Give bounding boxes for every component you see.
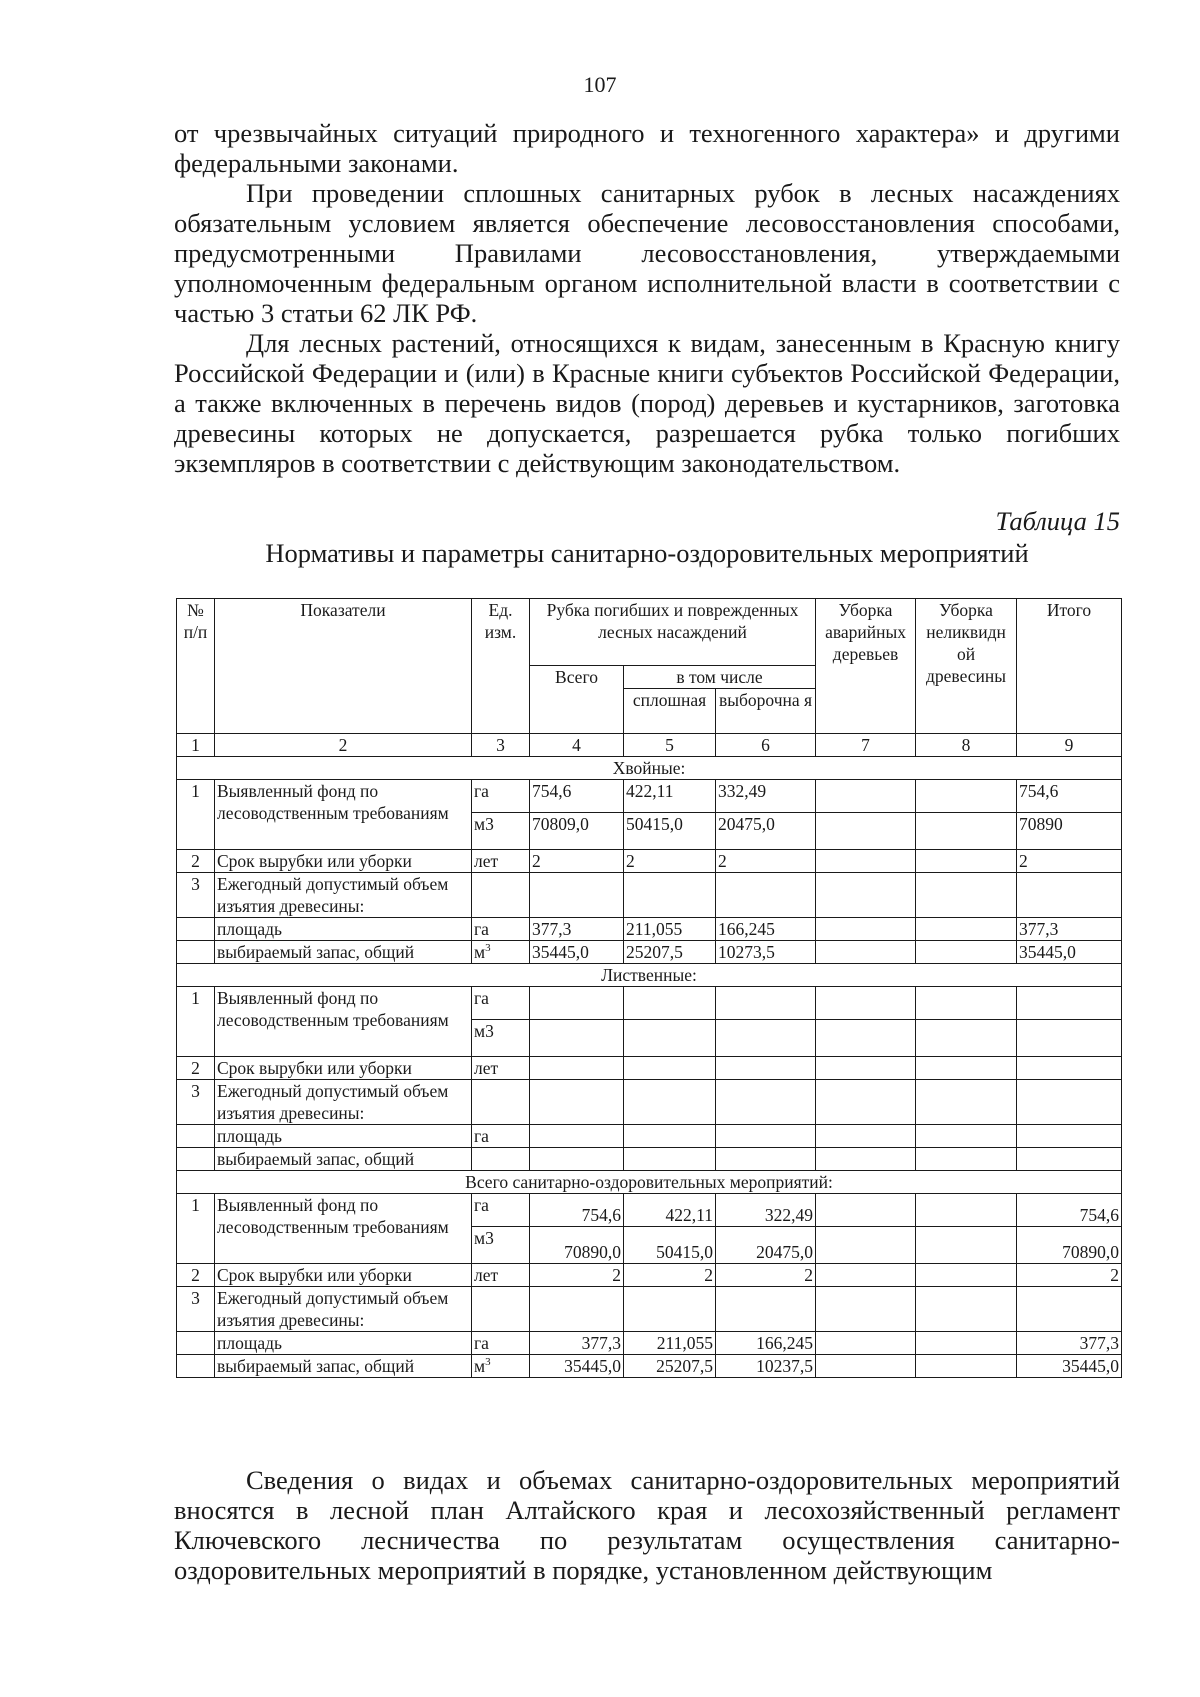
row-number: 2 bbox=[177, 1264, 215, 1287]
col-number: 2 bbox=[215, 734, 472, 757]
value-cell: 25207,5 bbox=[624, 1355, 716, 1378]
unit-cell: га bbox=[472, 987, 530, 1020]
value-cell: 35445,0 bbox=[1017, 941, 1122, 964]
value-cell bbox=[1017, 1020, 1122, 1057]
col-number: 4 bbox=[530, 734, 624, 757]
value-cell: 35445,0 bbox=[1017, 1355, 1122, 1378]
value-cell bbox=[816, 1227, 916, 1264]
value-cell: 2 bbox=[624, 1264, 716, 1287]
value-cell bbox=[916, 1194, 1017, 1227]
section-title-row bbox=[177, 964, 1122, 987]
value-cell bbox=[916, 1355, 1017, 1378]
value-cell bbox=[816, 1020, 916, 1057]
table-title: Нормативы и параметры санитарно-оздоровительных мероприятий bbox=[265, 538, 1029, 568]
value-cell: 211,055 bbox=[624, 1332, 716, 1355]
value-cell bbox=[816, 1264, 916, 1287]
section-title-row bbox=[177, 757, 1122, 780]
unit-m-text: м bbox=[474, 1356, 486, 1376]
value-cell bbox=[916, 918, 1017, 941]
table-row bbox=[177, 1148, 1122, 1171]
value-cell: 35445,0 bbox=[530, 941, 624, 964]
value-cell: 2 bbox=[1017, 1264, 1122, 1287]
value-cell bbox=[624, 873, 716, 918]
value-cell bbox=[624, 1057, 716, 1080]
table-row bbox=[177, 918, 1122, 941]
value-cell bbox=[916, 1287, 1017, 1332]
value-cell bbox=[530, 1148, 624, 1171]
unit-cell: м3 bbox=[472, 1020, 530, 1057]
unit-cell: га bbox=[472, 918, 530, 941]
table-row bbox=[177, 1125, 1122, 1148]
header-illiquid: Уборка неликвидн ой древесины bbox=[916, 599, 1017, 734]
value-cell: 50415,0 bbox=[624, 1227, 716, 1264]
value-cell bbox=[916, 987, 1017, 1020]
row-number bbox=[177, 1125, 215, 1148]
table-row bbox=[177, 987, 1122, 1020]
col-number: 8 bbox=[916, 734, 1017, 757]
intro-paragraph-2: При проведении сплошных санитарных рубок в лесных насаждениях обязательным условием является обеспечение лесовосстановления способами, предусмотренными Правилами лесовосстановления, утверждаемыми уполномоченным федеральным органом исполнительной власти в соответствии с частью 3 статьи 62 ЛК РФ. bbox=[174, 178, 1120, 328]
value-cell: 70890,0 bbox=[530, 1227, 624, 1264]
row-number bbox=[177, 941, 215, 964]
value-cell bbox=[916, 850, 1017, 873]
value-cell: 20475,0 bbox=[716, 1227, 816, 1264]
value-cell bbox=[916, 1125, 1017, 1148]
table-label: Таблица 15 bbox=[995, 506, 1120, 536]
value-cell bbox=[816, 941, 916, 964]
col-number: 3 bbox=[472, 734, 530, 757]
value-cell: 70890,0 bbox=[1017, 1227, 1122, 1264]
value-cell: 20475,0 bbox=[716, 813, 816, 850]
value-cell: 377,3 bbox=[1017, 918, 1122, 941]
value-cell: 2 bbox=[624, 850, 716, 873]
intro-paragraph-1: от чрезвычайных ситуаций природного и техногенного характера» и другими федеральными законами. bbox=[174, 118, 1120, 178]
header-felling: Рубка погибших и поврежденных лесных насаждений bbox=[530, 599, 816, 666]
unit-cell bbox=[472, 941, 530, 964]
value-cell bbox=[624, 1287, 716, 1332]
indicator-term: Срок вырубки или уборки bbox=[215, 850, 472, 873]
indicator-term: Срок вырубки или уборки bbox=[215, 1057, 472, 1080]
value-cell bbox=[530, 1125, 624, 1148]
value-cell: 50415,0 bbox=[624, 813, 716, 850]
value-cell: 2 bbox=[530, 850, 624, 873]
value-cell bbox=[816, 1148, 916, 1171]
indicator-annual: Ежегодный допустимый объем изъятия древесины: bbox=[215, 1080, 472, 1125]
unit-cell: га bbox=[472, 1125, 530, 1148]
value-cell bbox=[716, 1057, 816, 1080]
value-cell: 70809,0 bbox=[530, 813, 624, 850]
unit-cell bbox=[472, 1080, 530, 1125]
header-indicators: Показатели bbox=[215, 599, 472, 734]
indicator-annual: Ежегодный допустимый объем изъятия древесины: bbox=[215, 873, 472, 918]
value-cell bbox=[816, 1080, 916, 1125]
header-incl: в том числе bbox=[624, 666, 816, 689]
value-cell bbox=[916, 1227, 1017, 1264]
value-cell bbox=[816, 1057, 916, 1080]
table-row bbox=[177, 1194, 1122, 1227]
value-cell bbox=[716, 1125, 816, 1148]
value-cell bbox=[816, 1194, 916, 1227]
value-cell: 10273,5 bbox=[716, 941, 816, 964]
value-cell: 2 bbox=[716, 850, 816, 873]
row-number bbox=[177, 1332, 215, 1355]
table-row bbox=[177, 780, 1122, 813]
header-solid: сплошная bbox=[624, 689, 716, 734]
header-num: № п/п bbox=[177, 599, 215, 734]
value-cell bbox=[816, 918, 916, 941]
value-cell: 35445,0 bbox=[530, 1355, 624, 1378]
col-number: 1 bbox=[177, 734, 215, 757]
value-cell: 377,3 bbox=[530, 1332, 624, 1355]
value-cell: 166,245 bbox=[716, 1332, 816, 1355]
section-deciduous bbox=[177, 964, 1122, 1171]
row-number: 1 bbox=[177, 780, 215, 850]
value-cell bbox=[530, 1287, 624, 1332]
row-number: 3 bbox=[177, 1287, 215, 1332]
col-number: 7 bbox=[816, 734, 916, 757]
row-number: 3 bbox=[177, 1080, 215, 1125]
value-cell bbox=[916, 1148, 1017, 1171]
table-row bbox=[177, 1080, 1122, 1125]
indicator-area: площадь bbox=[215, 1332, 472, 1355]
indicator-area: площадь bbox=[215, 1125, 472, 1148]
table-row bbox=[177, 1355, 1122, 1378]
row-number: 2 bbox=[177, 850, 215, 873]
value-cell bbox=[1017, 873, 1122, 918]
row-number: 2 bbox=[177, 1057, 215, 1080]
value-cell: 166,245 bbox=[716, 918, 816, 941]
column-number-row bbox=[177, 734, 1122, 757]
value-cell bbox=[916, 873, 1017, 918]
unit-cell: лет bbox=[472, 1264, 530, 1287]
value-cell bbox=[816, 1287, 916, 1332]
row-number: 1 bbox=[177, 1194, 215, 1264]
unit-cell: га bbox=[472, 1332, 530, 1355]
indicator-area: площадь bbox=[215, 918, 472, 941]
value-cell bbox=[716, 1148, 816, 1171]
value-cell bbox=[916, 780, 1017, 813]
section-conifers bbox=[177, 757, 1122, 964]
intro-text bbox=[174, 118, 1120, 478]
value-cell bbox=[816, 1332, 916, 1355]
table-row bbox=[177, 1264, 1122, 1287]
unit-cell bbox=[472, 1148, 530, 1171]
value-cell bbox=[816, 850, 916, 873]
header-total: Всего bbox=[530, 666, 624, 734]
value-cell bbox=[816, 780, 916, 813]
unit-cell: лет bbox=[472, 850, 530, 873]
header-emergency: Уборка аварийных деревьев bbox=[816, 599, 916, 734]
col-number: 5 bbox=[624, 734, 716, 757]
value-cell: 377,3 bbox=[530, 918, 624, 941]
value-cell: 322,49 bbox=[716, 1194, 816, 1227]
value-cell bbox=[816, 873, 916, 918]
value-cell: 754,6 bbox=[1017, 780, 1122, 813]
value-cell bbox=[530, 987, 624, 1020]
col-number: 9 bbox=[1017, 734, 1122, 757]
indicator-term: Срок вырубки или уборки bbox=[215, 1264, 472, 1287]
value-cell bbox=[916, 813, 1017, 850]
indicator-fund: Выявленный фонд по лесоводственным требованиям bbox=[215, 780, 472, 850]
indicator-fund: Выявленный фонд по лесоводственным требованиям bbox=[215, 1194, 472, 1264]
value-cell bbox=[716, 1080, 816, 1125]
section-title: Хвойные: bbox=[177, 757, 1122, 780]
value-cell bbox=[816, 987, 916, 1020]
indicator-stock: выбираемый запас, общий bbox=[215, 1355, 472, 1378]
value-cell: 377,3 bbox=[1017, 1332, 1122, 1355]
value-cell bbox=[916, 1332, 1017, 1355]
unit-cell: га bbox=[472, 780, 530, 813]
value-cell: 754,6 bbox=[1017, 1194, 1122, 1227]
table-row bbox=[177, 850, 1122, 873]
unit-cell: лет bbox=[472, 1057, 530, 1080]
value-cell bbox=[716, 1020, 816, 1057]
outro-paragraph: Сведения о видах и объемах санитарно-оздоровительных мероприятий вносятся в лесной план Алтайского края и лесохозяйственный регламент Ключевского лесничества по результатам осуществления санитарно-оздоровительных мероприятий в порядке, установленном действующим bbox=[174, 1465, 1120, 1585]
value-cell bbox=[1017, 1080, 1122, 1125]
value-cell bbox=[816, 813, 916, 850]
value-cell: 211,055 bbox=[624, 918, 716, 941]
header-row-1 bbox=[177, 599, 1122, 666]
unit-cell bbox=[472, 1355, 530, 1378]
unit-cell bbox=[472, 1287, 530, 1332]
value-cell: 2 bbox=[716, 1264, 816, 1287]
header-selective: выборочна я bbox=[716, 689, 816, 734]
unit-cell: м3 bbox=[472, 813, 530, 850]
value-cell bbox=[1017, 1057, 1122, 1080]
page-number: 107 bbox=[583, 72, 617, 97]
value-cell bbox=[916, 941, 1017, 964]
indicator-stock: выбираемый запас, общий bbox=[215, 941, 472, 964]
unit-sup-text: 3 bbox=[485, 1356, 491, 1369]
value-cell bbox=[624, 987, 716, 1020]
value-cell bbox=[916, 1080, 1017, 1125]
row-number: 3 bbox=[177, 873, 215, 918]
table-row bbox=[177, 1332, 1122, 1355]
section-total bbox=[177, 1171, 1122, 1378]
outro-text bbox=[174, 1465, 1120, 1585]
value-cell: 25207,5 bbox=[624, 941, 716, 964]
value-cell bbox=[1017, 1148, 1122, 1171]
unit-m-text: м bbox=[474, 942, 486, 962]
value-cell bbox=[624, 1020, 716, 1057]
value-cell bbox=[1017, 987, 1122, 1020]
value-cell: 70890 bbox=[1017, 813, 1122, 850]
value-cell bbox=[816, 1355, 916, 1378]
value-cell bbox=[916, 1264, 1017, 1287]
table-row bbox=[177, 1287, 1122, 1332]
value-cell: 2 bbox=[530, 1264, 624, 1287]
col-number: 6 bbox=[716, 734, 816, 757]
value-cell bbox=[1017, 1287, 1122, 1332]
value-cell: 2 bbox=[1017, 850, 1122, 873]
value-cell bbox=[916, 1057, 1017, 1080]
value-cell: 10237,5 bbox=[716, 1355, 816, 1378]
section-title-row bbox=[177, 1171, 1122, 1194]
row-number: 1 bbox=[177, 987, 215, 1057]
section-title: Всего санитарно-оздоровительных мероприятий: bbox=[177, 1171, 1122, 1194]
value-cell: 422,11 bbox=[624, 780, 716, 813]
value-cell bbox=[530, 1020, 624, 1057]
table-row bbox=[177, 941, 1122, 964]
unit-cell bbox=[472, 873, 530, 918]
value-cell bbox=[624, 1125, 716, 1148]
header-unit: Ед. изм. bbox=[472, 599, 530, 734]
row-number bbox=[177, 918, 215, 941]
section-title: Лиственные: bbox=[177, 964, 1122, 987]
row-number bbox=[177, 1148, 215, 1171]
indicator-stock: выбираемый запас, общий bbox=[215, 1148, 472, 1171]
norms-table bbox=[176, 598, 1122, 1378]
value-cell bbox=[624, 1148, 716, 1171]
value-cell: 422,11 bbox=[624, 1194, 716, 1227]
value-cell bbox=[530, 1080, 624, 1125]
value-cell bbox=[816, 1125, 916, 1148]
value-cell bbox=[716, 987, 816, 1020]
unit-cell: га bbox=[472, 1194, 530, 1227]
table-row bbox=[177, 873, 1122, 918]
value-cell: 754,6 bbox=[530, 1194, 624, 1227]
value-cell bbox=[716, 873, 816, 918]
value-cell bbox=[530, 1057, 624, 1080]
value-cell bbox=[916, 1020, 1017, 1057]
value-cell bbox=[716, 1287, 816, 1332]
value-cell bbox=[1017, 1125, 1122, 1148]
value-cell bbox=[530, 873, 624, 918]
unit-sup-text: 3 bbox=[485, 942, 491, 955]
header-itogo: Итого bbox=[1017, 599, 1122, 734]
table-row bbox=[177, 1057, 1122, 1080]
value-cell: 754,6 bbox=[530, 780, 624, 813]
unit-cell: м3 bbox=[472, 1227, 530, 1264]
indicator-fund: Выявленный фонд по лесоводственным требованиям bbox=[215, 987, 472, 1057]
row-number bbox=[177, 1355, 215, 1378]
indicator-annual: Ежегодный допустимый объем изъятия древесины: bbox=[215, 1287, 472, 1332]
intro-paragraph-3: Для лесных растений, относящихся к видам, занесенным в Красную книгу Российской Федерации и (или) в Красные книги субъектов Российской Федерации, а также включенных в перечень видов (пород) деревьев и кустарников, заготовка древесины которых не допускается, разрешается рубка только погибших экземпляров в соответствии с действующим законодательством. bbox=[174, 328, 1120, 478]
value-cell bbox=[624, 1080, 716, 1125]
value-cell: 332,49 bbox=[716, 780, 816, 813]
